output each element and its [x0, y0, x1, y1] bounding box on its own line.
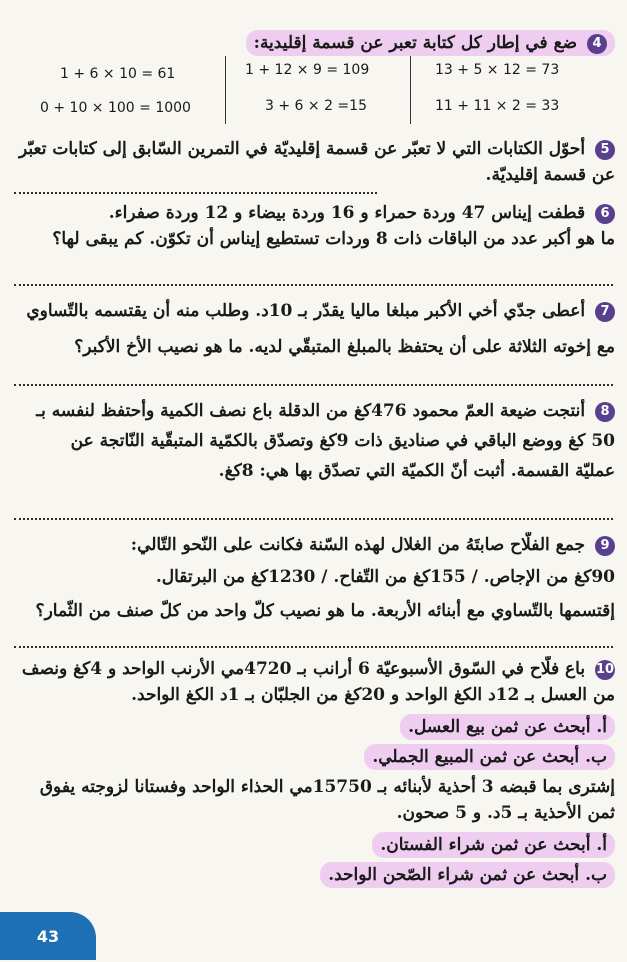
equation-6: 0 + 10 × 100 = 1000	[40, 100, 191, 116]
exercise-6-line-1: قطفت إيناس 47 وردة حمراء و 16 وردة بيضاء و 12 وردة صفراء.	[108, 203, 586, 223]
answer-line	[14, 646, 613, 648]
exercise-10-line-4: ثمن الأحذية بـ 5د. و 5 صحون.	[396, 803, 615, 823]
answer-line	[14, 518, 613, 520]
exercise-8-line-3: عمليّة القسمة. أثبت أنّ الكميّة التي تصدّق بها هي: 8كغ.	[218, 461, 615, 481]
page-number: 43	[0, 912, 96, 960]
equation-1: 13 + 5 × 12 = 73	[435, 62, 560, 78]
exercise-4-number: 4	[587, 34, 607, 54]
column-divider	[225, 56, 226, 124]
equation-4: 11 + 11 × 2 = 33	[435, 98, 560, 114]
exercise-5-line-1: أحوّل الكتابات التي لا تعبّر عن قسمة إقليديّة في التمرين السّابق إلى كتابات تعبّر	[19, 139, 586, 159]
exercise-10-line-1: باع فلّاح في السّوق الأسبوعيّة 6 أرانب بـ 4720مي الأرنب الواحد و 4كغ ونصف	[21, 659, 586, 679]
exercise-9-line-1: جمع الفلّاح صابتَهُ من الغلال لهذه السّنة فكانت على النّحو التّالي:	[130, 535, 586, 555]
answer-line	[14, 284, 613, 286]
answer-line	[14, 384, 613, 386]
exercise-6-number: 6	[595, 204, 615, 224]
equation-5: 3 + 6 × 2 =15	[265, 98, 367, 114]
equation-2: 1 + 12 × 9 = 109	[245, 62, 370, 78]
exercise-4-title: ضع في إطار كل كتابة تعبر عن قسمة إقليدية:	[253, 33, 578, 53]
exercise-7-line-2: مع إخوته الثلاثة على أن يحتفظ بالمبلغ المتبقّي لديه. ما هو نصيب الأخ الأكبر؟	[74, 337, 615, 357]
exercise-10-number: 10	[595, 660, 615, 680]
exercise-9-number: 9	[595, 536, 615, 556]
exercise-10	[14, 656, 615, 888]
exercise-9-line-3: إقتسمها بالتّساوي مع أبنائه الأربعة. ما هو نصيب كلّ واحد من كلّ صنف من الثّمار؟	[35, 601, 615, 621]
exercise-8-line-2: 50 كغ ووضع الباقي في صناديق ذات 9كغ وتصدّق بالكمّية المتبقّية النّاتجة عن	[70, 431, 615, 451]
question-b-plate-price: ب. أبحث عن ثمن شراء الصّحن الواحد.	[320, 862, 615, 888]
exercise-10-line-2: من العسل بـ 12د الكغ الواحد و 20كغ من الجلبّان بـ 1د الكغ الواحد.	[131, 685, 615, 705]
exercise-9	[14, 532, 615, 624]
equation-3: 1 + 6 × 10 = 61	[60, 66, 176, 82]
exercise-5	[14, 136, 615, 188]
question-a-sell-honey: أ. أبحث عن ثمن بيع العسل.	[400, 714, 615, 740]
exercise-7	[14, 298, 615, 360]
exercise-6	[14, 200, 615, 252]
answer-line	[14, 192, 377, 194]
exercise-10-line-3: إشترى بما قبضه 3 أحذية لأبنائه بـ 15750مي الحذاء الواحد وفستانا لزوجته يفوق	[39, 777, 615, 797]
exercise-7-number: 7	[595, 302, 615, 322]
exercise-4	[14, 30, 615, 56]
question-a-dress-price: أ. أبحث عن ثمن شراء الفستان.	[372, 832, 615, 858]
exercise-6-line-2: ما هو أكبر عدد من الباقات ذات 8 وردات تستطيع إيناس أن تكوّن. كم يبقى لها؟	[52, 229, 615, 249]
exercise-8-line-1: أنتجت ضيعة العمّ محمود 476كغ من الدقلة باع نصف الكمية وأحتفظ لنفسه بـ	[36, 401, 586, 421]
exercise-8	[14, 398, 615, 484]
question-b-total-sale: ب. أبحث عن ثمن المبيع الجملي.	[364, 744, 615, 770]
exercise-4-title-highlight	[246, 30, 615, 56]
equations-table	[40, 56, 587, 126]
exercise-8-number: 8	[595, 402, 615, 422]
column-divider	[410, 56, 411, 124]
exercise-7-line-1: أعطى جدّي أخي الأكبر مبلغا ماليا يقدّر بـ 10د. وطلب منه أن يقتسمه بالتّساوي	[26, 301, 586, 321]
exercise-5-line-2: عن قسمة إقليديّة.	[485, 165, 615, 185]
exercise-9-line-2: 90كغ من الإجاص. / 155كغ من التّفاح. / 1230كغ من البرتقال.	[155, 567, 615, 587]
exercise-5-number: 5	[595, 140, 615, 160]
